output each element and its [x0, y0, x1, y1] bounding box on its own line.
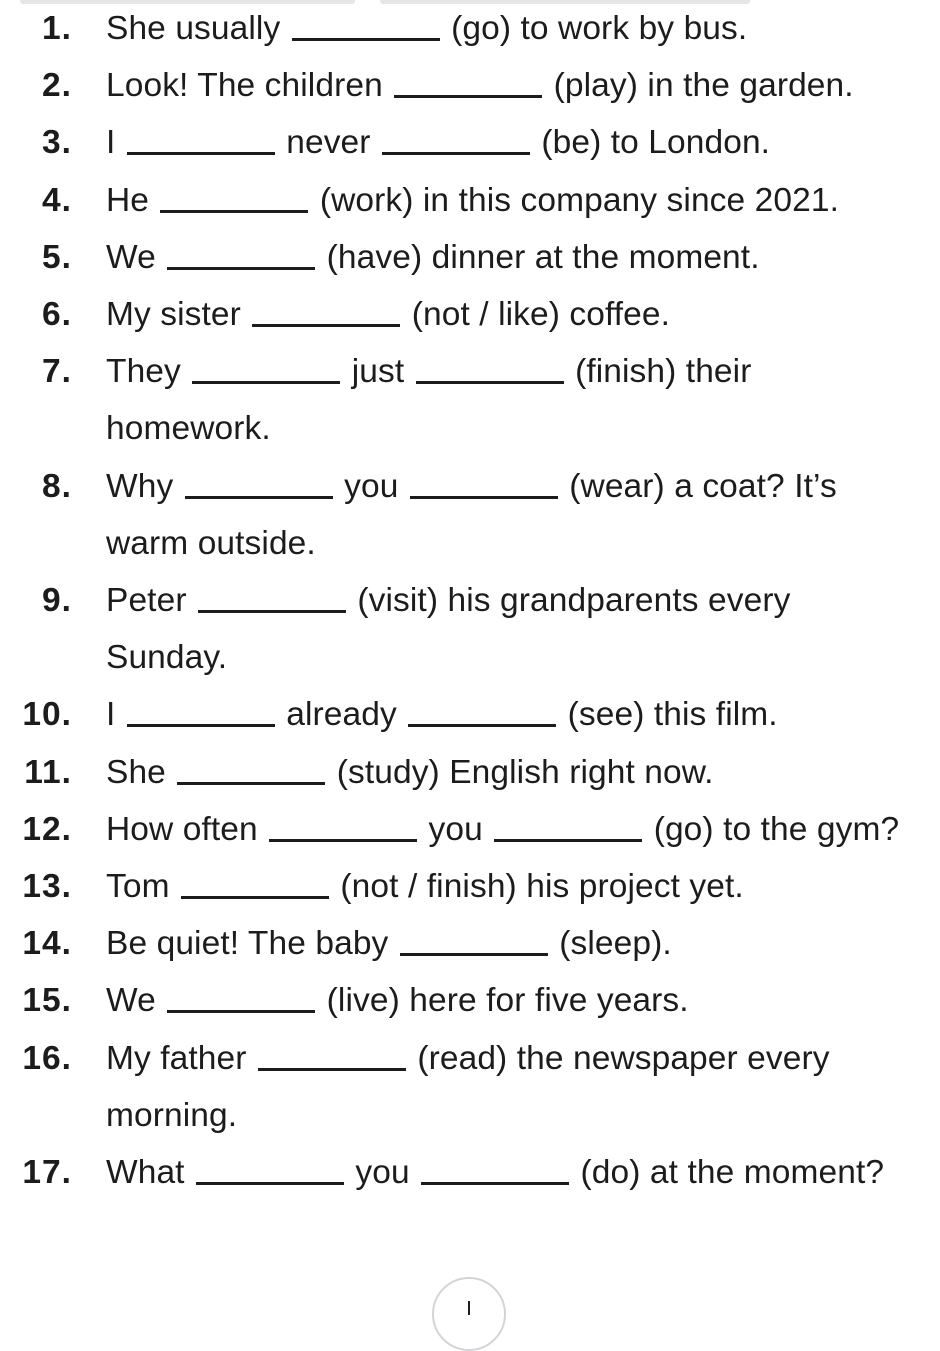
exercise-item: [0, 0, 940, 57]
sentence-text: you: [334, 467, 408, 505]
answer-blank[interactable]: [410, 496, 558, 499]
answer-blank[interactable]: [252, 324, 400, 327]
sentence-text: I: [106, 124, 125, 162]
sentence-text: She: [106, 753, 176, 791]
sentence-text: (be) to London.: [531, 124, 771, 162]
answer-blank[interactable]: [185, 496, 333, 499]
sentence-text: (study) English right now.: [327, 753, 714, 791]
arrow-down-icon: [468, 1301, 470, 1315]
answer-blank[interactable]: [394, 95, 542, 98]
sentence-text: We: [106, 238, 166, 276]
exercise-number: 17.: [22, 1154, 72, 1192]
sentence-text: (read) the newspaper every morning.: [106, 1039, 840, 1134]
answer-blank[interactable]: [408, 724, 556, 727]
exercise-item: [0, 744, 940, 801]
exercise-item: [0, 57, 940, 114]
exercise-number: 5.: [42, 238, 72, 276]
exercise-item: [0, 572, 940, 686]
exercise-item: [0, 686, 940, 743]
sentence-text: He: [106, 181, 159, 219]
exercise-number: 8.: [42, 467, 72, 505]
answer-blank[interactable]: [192, 381, 340, 384]
sentence-text: (do) at the moment?: [571, 1154, 885, 1192]
exercise-number: 4.: [42, 181, 72, 219]
sentence-text: How often: [106, 810, 268, 848]
sentence-text: They: [106, 353, 191, 391]
exercise-item: [0, 1144, 940, 1201]
answer-blank[interactable]: [127, 724, 275, 727]
exercise-number: 14.: [22, 925, 72, 963]
answer-blank[interactable]: [400, 953, 548, 956]
exercise-item: [0, 972, 940, 1029]
sentence-text: (live) here for five years.: [317, 982, 689, 1020]
sentence-text: We: [106, 982, 166, 1020]
sentence-text: (work) in this company since 2021.: [310, 181, 839, 219]
answer-blank[interactable]: [198, 610, 346, 613]
exercise-number: 15.: [22, 982, 72, 1020]
sentence-text: Why: [106, 467, 183, 505]
sentence-text: (go) to the gym?: [644, 810, 900, 848]
exercise-number: 2.: [42, 67, 72, 105]
answer-blank[interactable]: [494, 839, 642, 842]
answer-blank[interactable]: [177, 782, 325, 785]
sentence-text: (have) dinner at the moment.: [317, 238, 760, 276]
sentence-text: My father: [106, 1039, 256, 1077]
exercise-number: 16.: [22, 1039, 72, 1077]
answer-blank[interactable]: [127, 152, 275, 155]
exercise-item: [0, 1030, 940, 1144]
answer-blank[interactable]: [160, 210, 308, 213]
sentence-text: Tom: [106, 868, 179, 906]
sentence-text: (go) to work by bus.: [441, 10, 748, 47]
sentence-text: (finish) their homework.: [106, 353, 761, 448]
answer-blank[interactable]: [416, 381, 564, 384]
scroll-down-button[interactable]: [432, 1277, 506, 1351]
answer-blank[interactable]: [258, 1068, 406, 1071]
sentence-text: (wear) a coat? It’s warm outside.: [106, 467, 847, 562]
sentence-text: (see) this film.: [558, 696, 778, 734]
exercise-number: 1.: [42, 10, 72, 47]
exercise-item: [0, 458, 940, 572]
sentence-text: just: [342, 353, 414, 391]
sentence-text: (not / like) coffee.: [402, 296, 671, 334]
sentence-text: (visit) his grandparents every Sunday.: [106, 582, 800, 677]
answer-blank[interactable]: [196, 1182, 344, 1185]
exercise-number: 13.: [22, 868, 72, 906]
answer-blank[interactable]: [269, 839, 417, 842]
sentence-text: Peter: [106, 582, 196, 620]
answer-blank[interactable]: [167, 267, 315, 270]
answer-blank[interactable]: [167, 1010, 315, 1013]
answer-blank[interactable]: [292, 38, 440, 41]
sentence-text: She usually: [106, 10, 290, 47]
sentence-text: never: [276, 124, 380, 162]
exercise-item: [0, 915, 940, 972]
answer-blank[interactable]: [421, 1182, 569, 1185]
exercise-item: [0, 858, 940, 915]
sentence-text: you: [346, 1154, 420, 1192]
exercise-number: 12.: [22, 810, 72, 848]
exercise-number: 6.: [42, 296, 72, 334]
exercise-item: [0, 343, 940, 457]
sentence-text: My sister: [106, 296, 251, 334]
sentence-text: (not / finish) his project yet.: [331, 868, 744, 906]
sentence-text: you: [419, 810, 493, 848]
exercise-number: 9.: [42, 582, 72, 620]
exercise-number: 10.: [22, 696, 72, 734]
sentence-text: (sleep).: [549, 925, 672, 963]
answer-blank[interactable]: [181, 896, 329, 899]
sentence-text: I: [106, 696, 125, 734]
exercise-number: 3.: [42, 124, 72, 162]
exercise-item: [0, 801, 940, 858]
answer-blank[interactable]: [382, 152, 530, 155]
exercise-item: [0, 286, 940, 343]
exercise-number: 11.: [24, 753, 72, 791]
sentence-text: (play) in the garden.: [544, 67, 854, 105]
sentence-text: What: [106, 1154, 194, 1192]
exercise-item: [0, 229, 940, 286]
exercise-item: [0, 114, 940, 171]
exercise-number: 7.: [42, 353, 72, 391]
sentence-text: Be quiet! The baby: [106, 925, 398, 963]
sentence-text: already: [276, 696, 407, 734]
exercise-item: [0, 172, 940, 229]
sentence-text: Look! The children: [106, 67, 393, 105]
